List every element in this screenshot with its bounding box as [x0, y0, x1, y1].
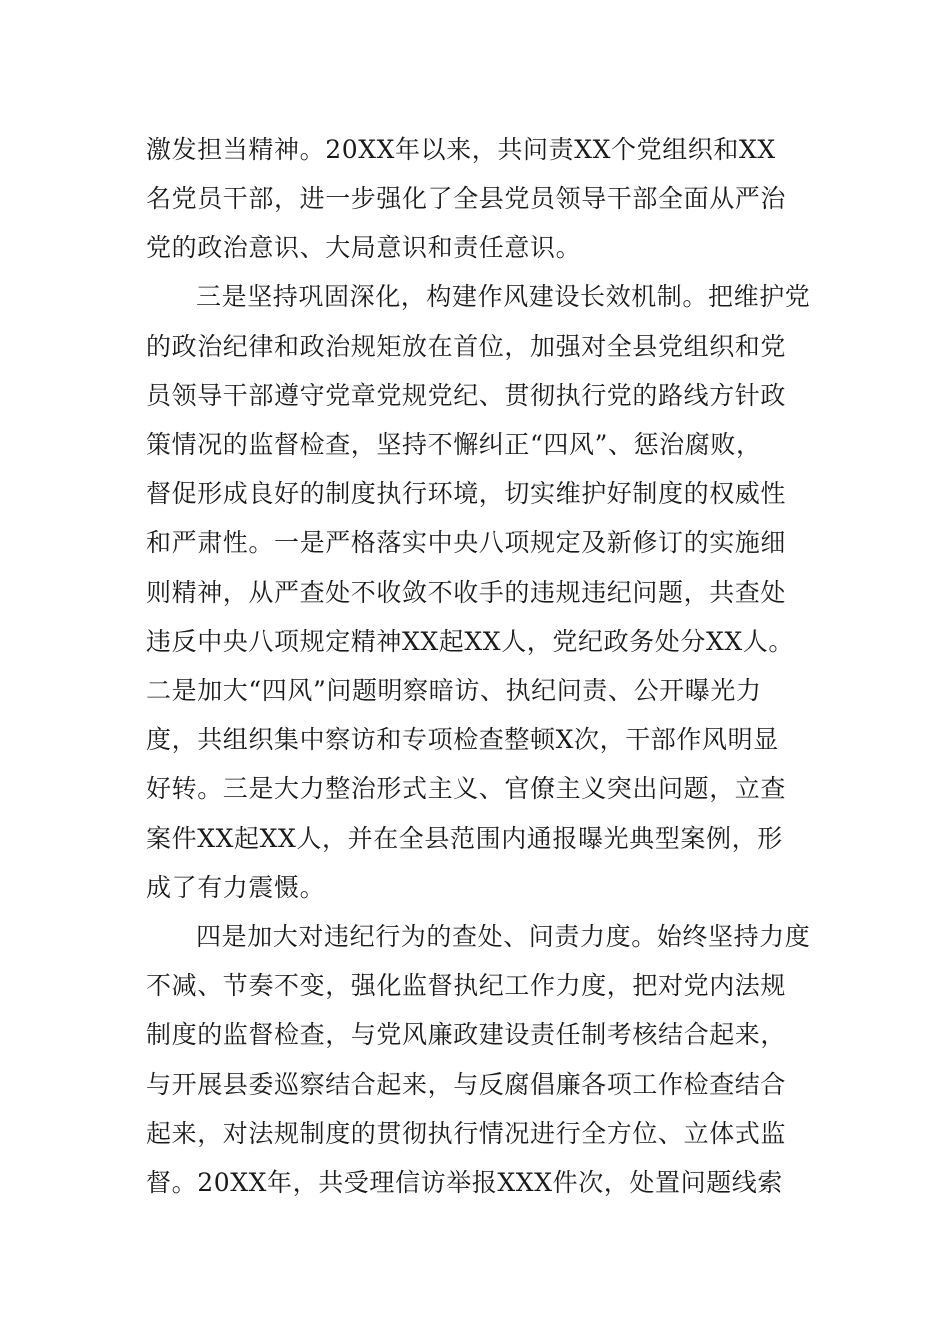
paragraph-line: 制度的监督检查，与党风廉政建设责任制考核结合起来， [146, 1020, 787, 1049]
paragraph-line: 党的政治意识、大局意识和责任意识。 [146, 233, 582, 262]
paragraph-line: 策情况的监督检查，坚持不懈纠正“四风”、惩治腐败， [146, 430, 762, 459]
paragraph-line: 督。20XX年，共受理信访举报XXX件次，处置问题线索 [146, 1168, 784, 1197]
paragraph-line: 不减、节奏不变，强化监督执纪工作力度，把对党内法规 [146, 971, 787, 1000]
paragraph-line: 的政治纪律和政治规矩放在首位，加强对全县党组织和党 [146, 332, 787, 361]
paragraph-line: 好转。三是大力整治形式主义、官僚主义突出问题，立查 [146, 774, 787, 803]
paragraph-line: 违反中央八项规定精神XX起XX人，党纪政务处分XX人。 [146, 627, 794, 656]
paragraph-start-line: 三是坚持巩固深化，构建作风建设长效机制。把维护党 [196, 282, 811, 311]
paragraph-line: 则精神，从严查处不收敛不收手的违规违纪问题，共查处 [146, 578, 787, 607]
paragraph-line: 员领导干部遵守党章党规党纪、贯彻执行党的路线方针政 [146, 381, 787, 410]
paragraph-line: 激发担当精神。20XX年以来，共问责XX个党组织和XX [146, 135, 776, 164]
paragraph-line: 成了有力震慑。 [146, 873, 326, 902]
paragraph-line: 名党员干部，进一步强化了全县党员领导干部全面从严治 [146, 184, 787, 213]
paragraph-line: 督促形成良好的制度执行环境，切实维护好制度的权威性 [146, 479, 787, 508]
paragraph-line: 起来，对法规制度的贯彻执行情况进行全方位、立体式监 [146, 1119, 787, 1148]
paragraph-line: 与开展县委巡察结合起来，与反腐倡廉各项工作检查结合 [146, 1070, 787, 1099]
paragraph-line: 和严肃性。一是严格落实中央八项规定及新修订的实施细 [146, 528, 787, 557]
paragraph-line: 二是加大“四风”问题明察暗访、执纪问责、公开曝光力 [146, 676, 762, 705]
paragraph-line: 案件XX起XX人，并在全县范围内通报曝光典型案例，形 [146, 824, 783, 853]
paragraph-start-line: 四是加大对违纪行为的查处、问责力度。始终坚持力度 [196, 922, 811, 951]
paragraph-line: 度，共组织集中察访和专项检查整顿X次，干部作风明显 [146, 725, 779, 754]
